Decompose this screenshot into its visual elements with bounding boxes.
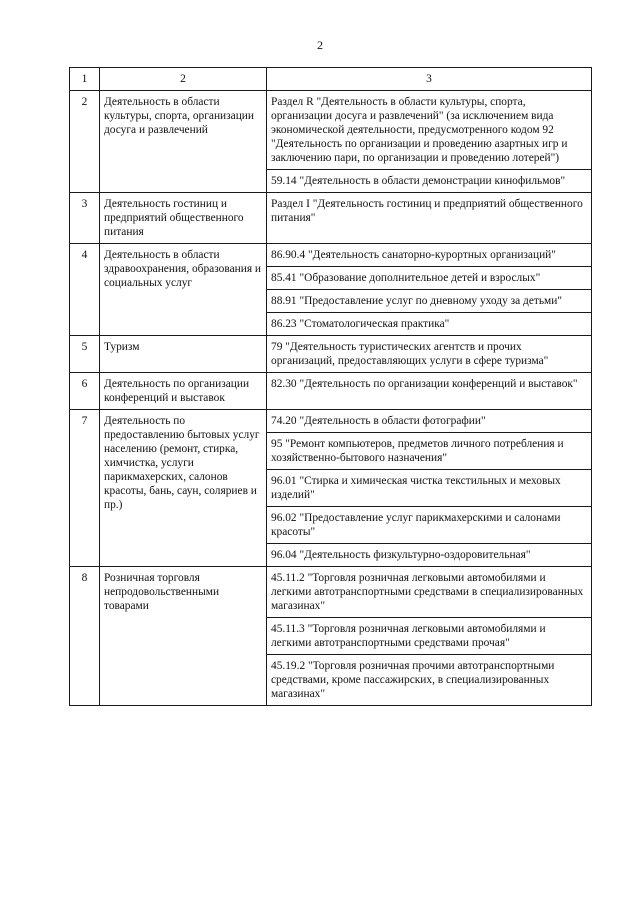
okved-code: 86.90.4 "Деятельность санаторно-курортных организаций" xyxy=(267,244,592,267)
row-number: 8 xyxy=(70,567,100,706)
okved-code: 45.11.2 "Торговля розничная легковыми автомобилями и легкими автотранспортными средствами в специализированных магазинах" xyxy=(267,567,592,618)
okved-code: 79 "Деятельность туристических агентств и прочих организаций, предоставляющих услуги в сфере туризма" xyxy=(267,336,592,373)
table-header-row xyxy=(70,68,592,91)
activity-codes-table xyxy=(69,67,592,706)
row-number: 7 xyxy=(70,410,100,567)
table-row xyxy=(70,336,592,373)
activity-name: Розничная торговля непродовольственными товарами xyxy=(100,567,267,706)
activity-name: Деятельность в области культуры, спорта, организации досуга и развлечений xyxy=(100,91,267,193)
okved-code: 45.11.3 "Торговля розничная легковыми автомобилями и легкими автотранспортными средствами прочая" xyxy=(267,618,592,655)
header-col-2: 2 xyxy=(100,68,267,91)
okved-code: 85.41 "Образование дополнительное детей и взрослых" xyxy=(267,267,592,290)
okved-code: 45.19.2 "Торговля розничная прочими автотранспортными средствами, кроме пассажирских, в специализированных магазинах" xyxy=(267,655,592,706)
page-number: 2 xyxy=(317,38,323,52)
row-number: 3 xyxy=(70,193,100,244)
table-row xyxy=(70,567,592,618)
activity-name: Деятельность по организации конференций и выставок xyxy=(100,373,267,410)
activity-name: Деятельность по предоставлению бытовых услуг населению (ремонт, стирка, химчистка, услуги парикмахерских, салонов красоты, бань, саун, соляриев и пр.) xyxy=(100,410,267,567)
table-row xyxy=(70,410,592,433)
row-number: 2 xyxy=(70,91,100,193)
okved-code: 88.91 "Предоставление услуг по дневному уходу за детьми" xyxy=(267,290,592,313)
okved-code: Раздел I "Деятельность гостиниц и предприятий общественного питания" xyxy=(267,193,592,244)
okved-code: 59.14 "Деятельность в области демонстрации кинофильмов" xyxy=(267,170,592,193)
okved-code: 96.04 "Деятельность физкультурно-оздоровительная" xyxy=(267,544,592,567)
table-row xyxy=(70,244,592,267)
header-col-1: 1 xyxy=(70,68,100,91)
okved-code: 86.23 "Стоматологическая практика" xyxy=(267,313,592,336)
table-row xyxy=(70,193,592,244)
okved-code: Раздел R "Деятельность в области культуры, спорта, организации досуга и развлечений" (за исключением вида экономической деятельности, предусмотренного кодом 92 "Деятельность по организации и проведению азартных игр и заключению пари, по организации и проведению лотерей") xyxy=(267,91,592,170)
okved-code: 74.20 "Деятельность в области фотографии" xyxy=(267,410,592,433)
okved-code: 96.01 "Стирка и химическая чистка текстильных и меховых изделий" xyxy=(267,470,592,507)
row-number: 5 xyxy=(70,336,100,373)
table-row xyxy=(70,91,592,170)
row-number: 4 xyxy=(70,244,100,336)
okved-code: 82.30 "Деятельность по организации конференций и выставок" xyxy=(267,373,592,410)
activity-name: Туризм xyxy=(100,336,267,373)
activity-name: Деятельность в области здравоохранения, образования и социальных услуг xyxy=(100,244,267,336)
table-row xyxy=(70,373,592,410)
activity-name: Деятельность гостиниц и предприятий общественного питания xyxy=(100,193,267,244)
header-col-3: 3 xyxy=(267,68,592,91)
okved-code: 95 "Ремонт компьютеров, предметов личного потребления и хозяйственно-бытового назначения" xyxy=(267,433,592,470)
okved-code: 96.02 "Предоставление услуг парикмахерскими и салонами красоты" xyxy=(267,507,592,544)
row-number: 6 xyxy=(70,373,100,410)
